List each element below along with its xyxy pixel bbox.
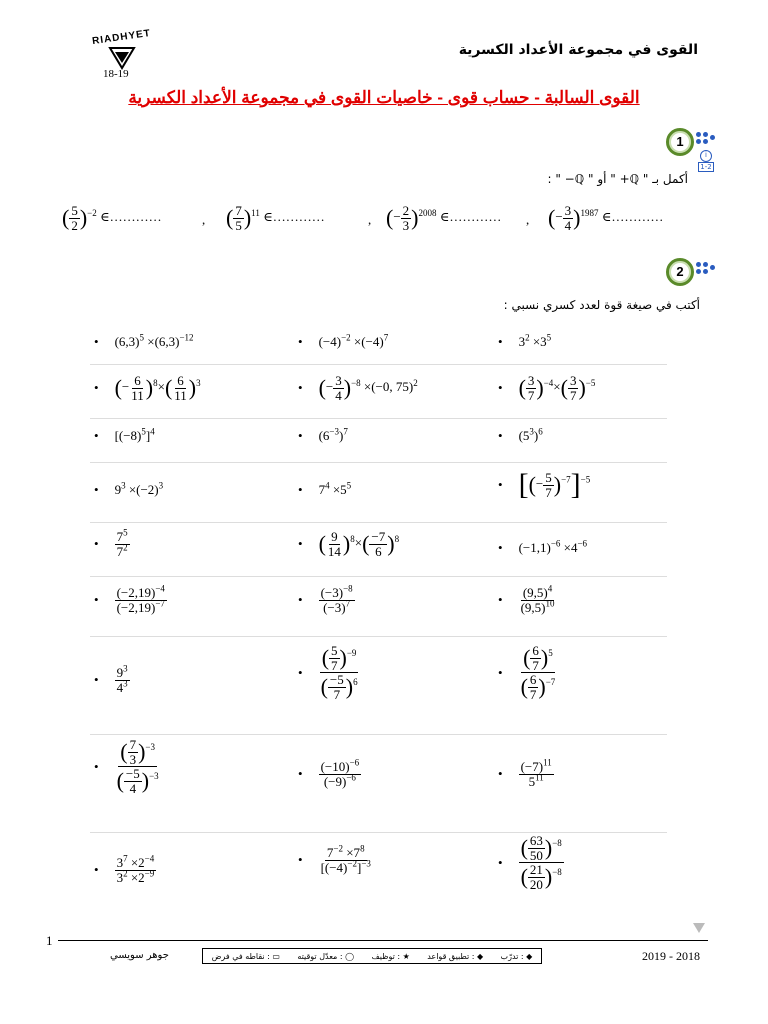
ex1-sep-2: , (368, 212, 372, 227)
ex2-item: • $(-1,1)^{-6} \times 4^{-6}$ (498, 538, 588, 555)
ex2-item: • $\frac{7^5}{7^2}$ (94, 527, 128, 559)
ex2-item: • ( $\frac{63}{50}$ )$^{-8}$ ( $\frac{21}{20}$ )$^{-8}$ (498, 833, 562, 892)
ex2-item: • $\frac{7^{-2} \times 7^8}{[(-4)^{-2}]^{-3}}$ (298, 843, 371, 875)
row-divider (90, 832, 667, 833)
ex2-item: • ( $\frac{9}{14}$ )$^8$×( $\frac{-7}{6}$ )$^8$ (298, 529, 400, 559)
ex2-item: • $\frac{(-10)^{-6}}{(-9)^{-6}}$ (298, 757, 360, 789)
legend-item: ◯ : معدّل توقيته (297, 951, 355, 961)
row-divider (90, 364, 667, 365)
legend-item: ◆ : تطبيق قواعد (427, 951, 484, 961)
triangle-icon (692, 922, 706, 934)
ex2-item: • $\frac{(-2,19)^{-4}}{(-2,19)^{-7}}$ (94, 583, 165, 615)
ex2-item: • $(6^{-3})^7$ (298, 426, 348, 443)
ex2-item: • $(5^3)^6$ (498, 426, 543, 443)
ex2-item: • ( $\frac{5}{7}$ )$^{-9}$ ( $\frac{-5}{7}$ )$^6$ (298, 643, 358, 702)
exercise-1-instruction: أكمل بـ " ℚ+ " أو " ℚ− " : (547, 172, 688, 186)
ex2-item: • $9^3 \times(-2)^3$ (94, 480, 164, 497)
ex1-item-2: ( $\frac{7}{5}$ )$^{11}$ ∈………… (226, 203, 325, 233)
legend-item: ▭ : نقاطه في فرض (211, 951, 280, 961)
legend-item: ◆ : تدرّب (500, 951, 533, 961)
ex2-item: • [(− $\frac{5}{7}$ )$^{-7}$]$^{-5}$ (498, 468, 591, 501)
ex2-item: • $3^2 \times 3^5$ (498, 332, 552, 349)
row-divider (90, 636, 667, 637)
exercise-2-badge: 2 (666, 258, 694, 286)
ex2-item: • (− $\frac{3}{4}$ )$^{-8}$ ×(−0, 75)$^2$ (298, 373, 418, 403)
ex1-sep-3: , (526, 212, 530, 227)
school-year: 2019 - 2018 (642, 949, 700, 963)
practice-icon: i 1-2 (698, 150, 714, 176)
legend-item: ★ : توظيف (371, 951, 410, 961)
ex2-item: • $\frac{3^7 \times 2^{-4}}{3^2 \times 2^{-9}}$ (94, 853, 155, 885)
logo-text: RIADHYET (91, 27, 152, 48)
ex2-item: • $\frac{9^3}{4^3}$ (94, 663, 128, 695)
row-divider (90, 418, 667, 419)
footer-divider (58, 940, 708, 941)
ex2-item: • $\frac{(9,5)^4}{(9,5)^{10}}$ (498, 583, 555, 615)
ex1-sep-1: , (202, 212, 206, 227)
ex2-item: • ( $\frac{7}{3}$ )$^{-3}$ ( $\frac{-5}{4}$ )$^{-3}$ (94, 737, 159, 796)
ex2-item: • $(6,3)^5 \times(6,3)^{-12}$ (94, 332, 194, 349)
row-divider (90, 522, 667, 523)
ex2-item: • (− $\frac{6}{11}$ )$^8$×( $\frac{6}{11}$ )$^3$ (94, 373, 201, 403)
exercise-2-instruction: أكتب في صيغة قوة لعدد كسري نسبي : (503, 298, 700, 312)
ex2-item: • ( $\frac{6}{7}$ )$^5$ ( $\frac{6}{7}$ )$^{-7}$ (498, 643, 556, 702)
author-name: جوهر سويسي (110, 950, 169, 961)
ex2-item: • ( $\frac{3}{7}$ )$^{-4}$×( $\frac{3}{7}$ )$^{-5}$ (498, 373, 596, 403)
logo-year: 18-19 (103, 68, 129, 80)
dots-icon (696, 262, 716, 276)
ex1-item-1: ( $\frac{5}{2}$ )$^{-2}$ ∈………… (62, 203, 162, 233)
ex2-item: • $\frac{(-3)^{-8}}{(-3)^7}$ (298, 583, 353, 615)
page-title: القوى السالبة - حساب قوى - خاصيات القوى في مجموعة الأعداد الكسرية (128, 88, 640, 107)
ex2-item: • $(-4)^{-2} \times(-4)^7$ (298, 332, 389, 349)
header-title: القوى في مجموعة الأعداد الكسرية (458, 42, 698, 58)
ex2-item: • $[(-8)^5]^4$ (94, 426, 155, 443)
row-divider (90, 576, 667, 577)
row-divider (90, 734, 667, 735)
ex1-item-3: (− $\frac{2}{3}$ )$^{2008}$ ∈………… (386, 203, 502, 233)
ex2-item: • $\frac{(-7)^{11}}{5^{11}}$ (498, 757, 552, 789)
dots-icon (696, 132, 716, 146)
ex1-item-4: (− $\frac{3}{4}$ )$^{1987}$ ∈………… (548, 203, 664, 233)
ex2-item: • $7^4 \times 5^5$ (298, 480, 352, 497)
page-number: 1 (46, 933, 53, 948)
legend-box (202, 948, 542, 964)
exercise-1-badge: 1 (666, 128, 694, 156)
row-divider (90, 462, 667, 463)
